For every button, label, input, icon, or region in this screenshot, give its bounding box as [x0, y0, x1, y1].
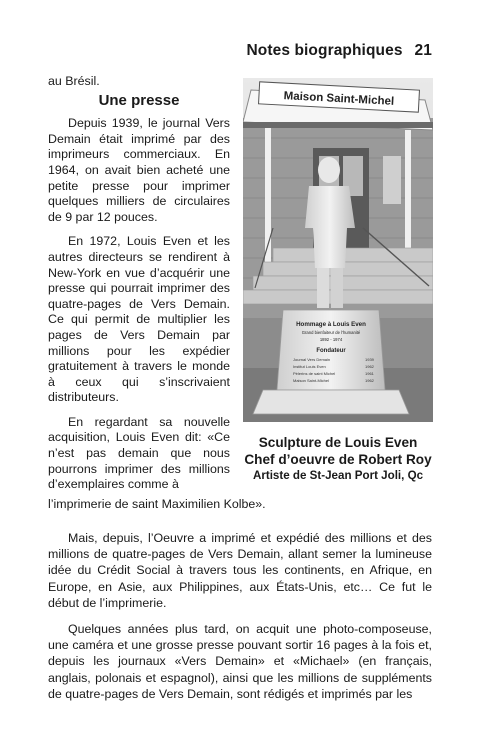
paragraph-1: Depuis 1939, le journal Vers Demain était imprimé par des imprimeurs commerciaux. En 1964, on avait bien acheté une petite presse pour imprimer quelques milliers de circulaires de 9 par 12 pouces. [48, 116, 230, 224]
plaque-year: 1962 [365, 378, 374, 383]
plaque-line: Maison Saint-Michel [293, 378, 330, 383]
paragraph-2: En 1972, Louis Even et les autres directeurs se rendirent à New-York en vue d’acquérir une presse qui pourrait imprimer des quatre-pages de Vers Demain. Ce qui permit de multiplier les pages de Vers Demain par millions pour les expédier gratuitement à travers le monde à ceux qui s’inscrivaient distributeurs. [48, 234, 230, 405]
plaque-line: Journal Vers Demain [293, 357, 331, 362]
plaque-years: 1892 - 1974 [319, 337, 343, 342]
paragraph-3-end: l’imprimerie de saint Maximilien Kolbe». [48, 497, 266, 511]
paragraph-5: Quelques années plus tard, on acquit une photo-composeuse, une caméra et une grosse presse pouvant sortir 16 pages à la fois et, depuis les journaux «Vers Demain» et «Michael» (en français, anglais, polonais et espagnol), ainsi que les millions de suppléments de quatre-pages de Vers Demain, sont rédigés et imprimés par les [48, 622, 432, 701]
page-number: 21 [414, 42, 432, 59]
lead-line: au Brésil. [48, 74, 100, 88]
paragraph-4: Mais, depuis, l’Oeuvre a imprimé et expédié des millions et des millions de quatre-pages de Vers Demain, allant semer la lumineuse idée du Crédit Social à travers tous les continents, en Afrique, en Europe, en Asie, aux Philippines, aux États-Unis, etc… Ce fut le début de l’imprimerie. [48, 531, 432, 610]
plaque-year: 1939 [365, 357, 374, 362]
sign-text: Maison Saint-Michel [283, 90, 395, 108]
plaque-line: Pèlerins de saint Michel [293, 371, 336, 376]
plaque-year: 1962 [365, 364, 374, 369]
plaque-title: Hommage à Louis Even [296, 321, 366, 328]
plaque-subtitle: Grand bienfaiteur de l’humanité [301, 330, 361, 335]
plaque-line: Institut Louis Even [293, 364, 326, 369]
statue-photo-svg [243, 78, 433, 422]
plaque-year: 1961 [365, 371, 374, 376]
statue-photo [243, 78, 433, 422]
paragraph-3: En regardant sa nouvelle acquisition, Louis Even dit: «Ce n’est pas demain que nous pourrons imprimer des millions d’exemplaires comme à [48, 414, 230, 492]
photo-caption [240, 434, 436, 484]
running-header [48, 42, 432, 60]
caption-line-2: Chef d’oeuvre de Robert Roy [244, 452, 432, 467]
full-width-text [48, 530, 432, 702]
caption-line-1: Sculpture de Louis Even [258, 435, 418, 450]
left-column [48, 74, 230, 493]
header-title: Notes biographiques [246, 42, 403, 59]
caption-line-3: Artiste de St-Jean Port Joli, Qc [252, 469, 424, 482]
section-title: Une presse [98, 91, 180, 109]
plaque-heading: Fondateur [316, 348, 346, 354]
